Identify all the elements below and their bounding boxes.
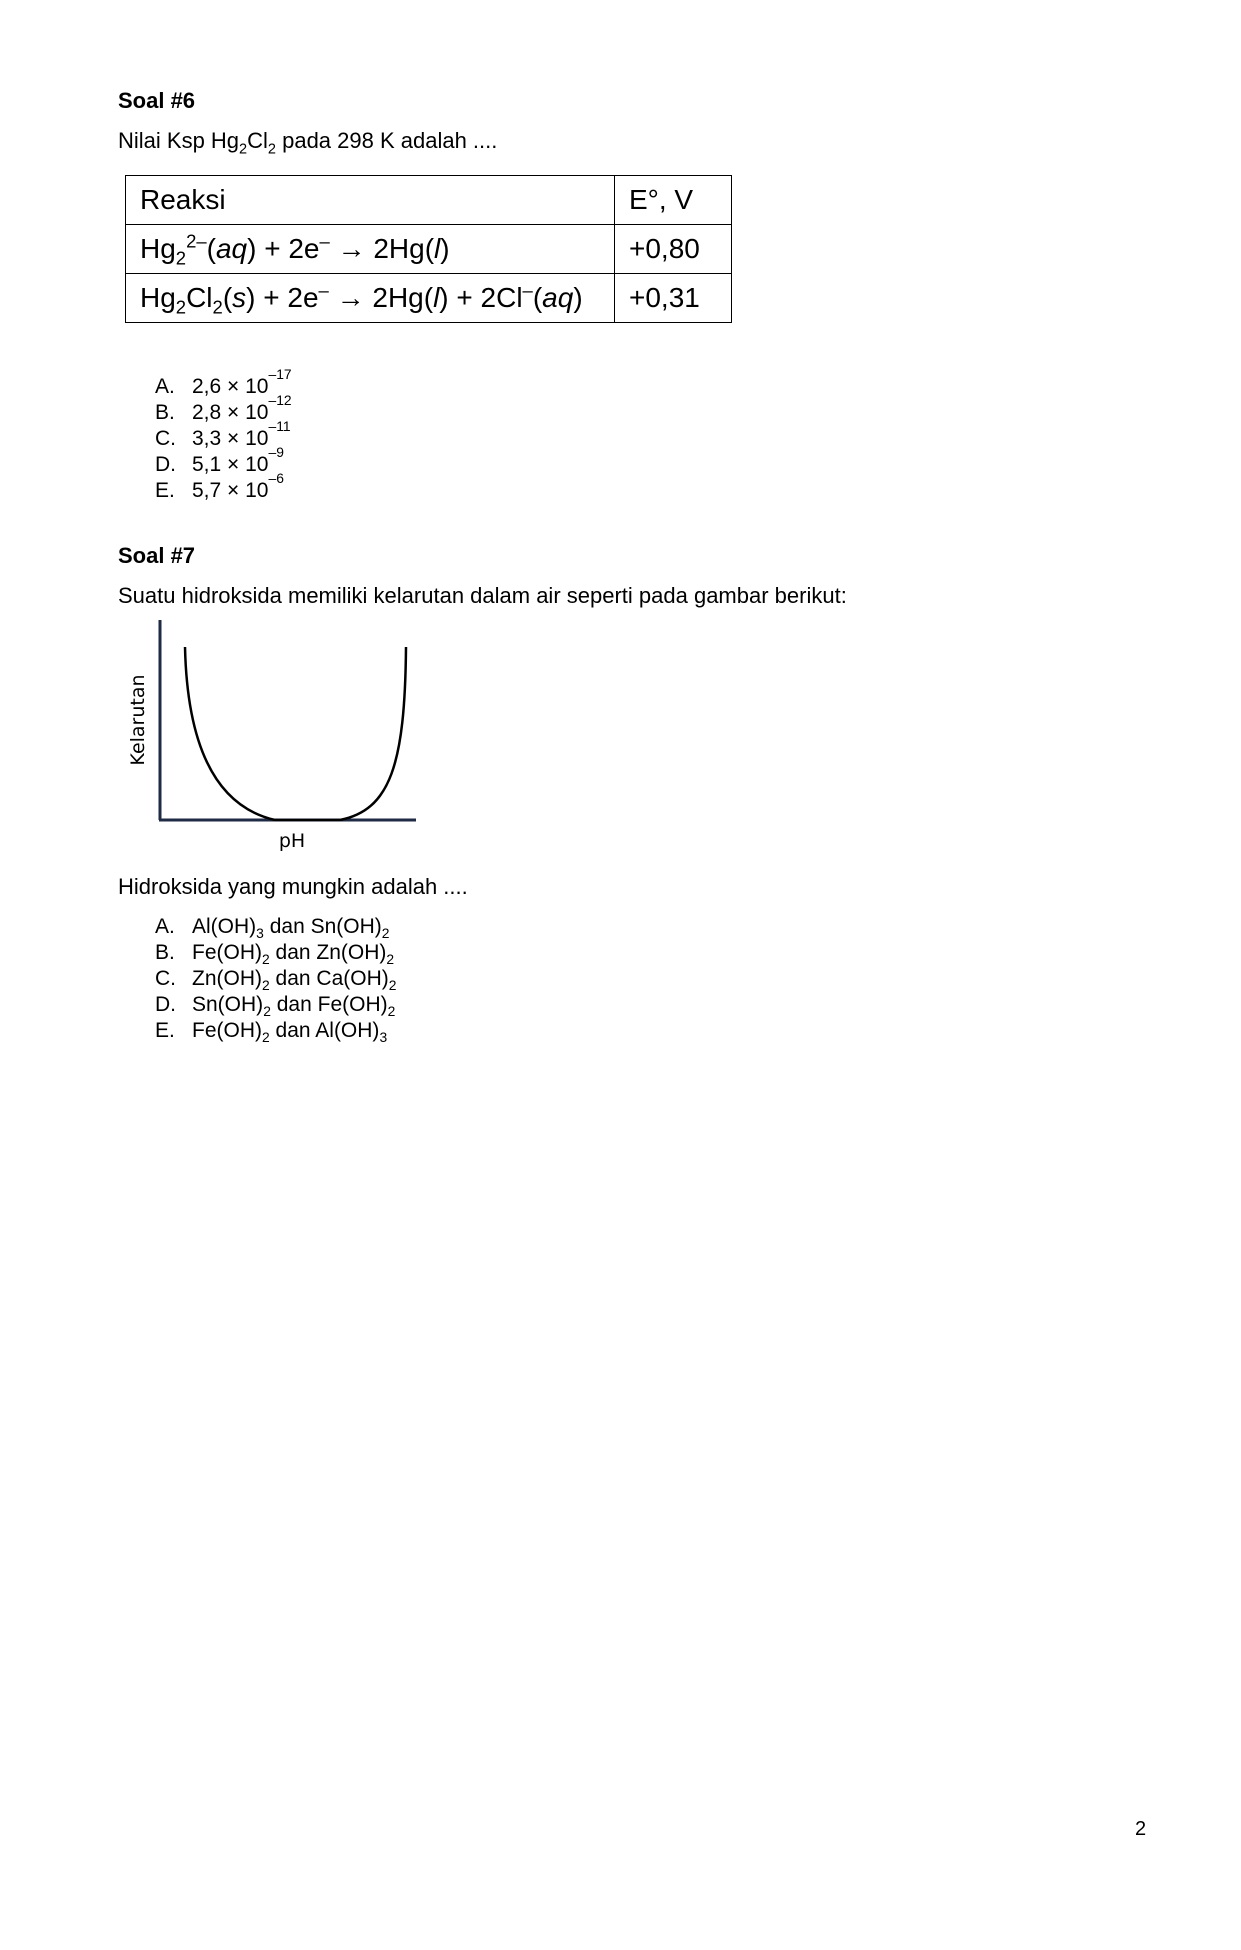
option-a[interactable]: A. 2,6 × 10 –17 <box>155 366 292 398</box>
option-d[interactable]: D. $Sn(OH)_2$ dan $Fe(OH)_2$ <box>155 993 396 1020</box>
option-d[interactable]: D. 5,1 × 10 –9 <box>155 444 284 476</box>
potential-2: +0,31 <box>615 274 732 323</box>
option-text: $Sn(OH)_2$ dan $Fe(OH)_2$ <box>192 993 396 1020</box>
page-number: 2 <box>1135 1818 1147 1840</box>
option-text: $Fe(OH)_2$ dan $Zn(OH)_2$ <box>192 941 395 968</box>
x-axis-label: pH <box>278 830 306 852</box>
q6-options <box>155 366 292 504</box>
reaction-2: $Hg_2Cl_2(s) + 2e^- \to 2Hg(l) + 2Cl^-(aq)$ <box>126 274 615 323</box>
table-row <box>126 274 732 323</box>
option-b[interactable]: B. 2,8 × 10 –12 <box>155 392 292 424</box>
potential-table <box>125 175 732 323</box>
potential-1: +0,80 <box>615 225 732 274</box>
q7-prompt: Suatu hidroksida memiliki kelarutan dalam air seperti pada gambar berikut: <box>118 583 847 608</box>
q7-options <box>155 914 396 1044</box>
option-b[interactable]: B. $Fe(OH)_2$ dan $Zn(OH)_2$ <box>155 941 395 968</box>
q6-prompt: Nilai Ksp $Hg_2Cl_2$ pada 298 K adalah .... <box>118 128 498 158</box>
option-e[interactable]: E. 5,7 × 10 –6 <box>155 470 284 502</box>
table-row <box>126 176 732 225</box>
option-c[interactable]: C. $Zn(OH)_2$ dan $Ca(OH)_2$ <box>155 967 397 994</box>
q6-heading: Soal #6 <box>118 88 196 113</box>
header-potential: E°, V <box>615 176 732 225</box>
table-row <box>126 225 732 274</box>
option-c[interactable]: C. 3,3 × 10 –11 <box>155 418 291 450</box>
q7-question: Hidroksida yang mungkin adalah .... <box>118 874 468 899</box>
header-reaction: Reaksi <box>126 176 615 225</box>
option-a[interactable]: A. $Al(OH)_3$ dan $Sn(OH)_2$ <box>155 915 390 942</box>
y-axis-label: Kelarutan <box>127 674 149 766</box>
option-text: $Zn(OH)_2$ dan $Ca(OH)_2$ <box>192 967 397 994</box>
solubility-graph <box>120 615 430 860</box>
solubility-curve <box>185 647 406 820</box>
option-e[interactable]: E. $Fe(OH)_2$ dan $Al(OH)_3$ <box>155 1019 388 1046</box>
reaction-1: $Hg_2^{2-}(aq) + 2e^- \to 2Hg(l)$ <box>126 225 615 274</box>
option-text: $Al(OH)_3$ dan $Sn(OH)_2$ <box>192 915 390 942</box>
option-text: $Fe(OH)_2$ dan $Al(OH)_3$ <box>192 1019 388 1046</box>
q7-heading: Soal #7 <box>118 543 196 568</box>
